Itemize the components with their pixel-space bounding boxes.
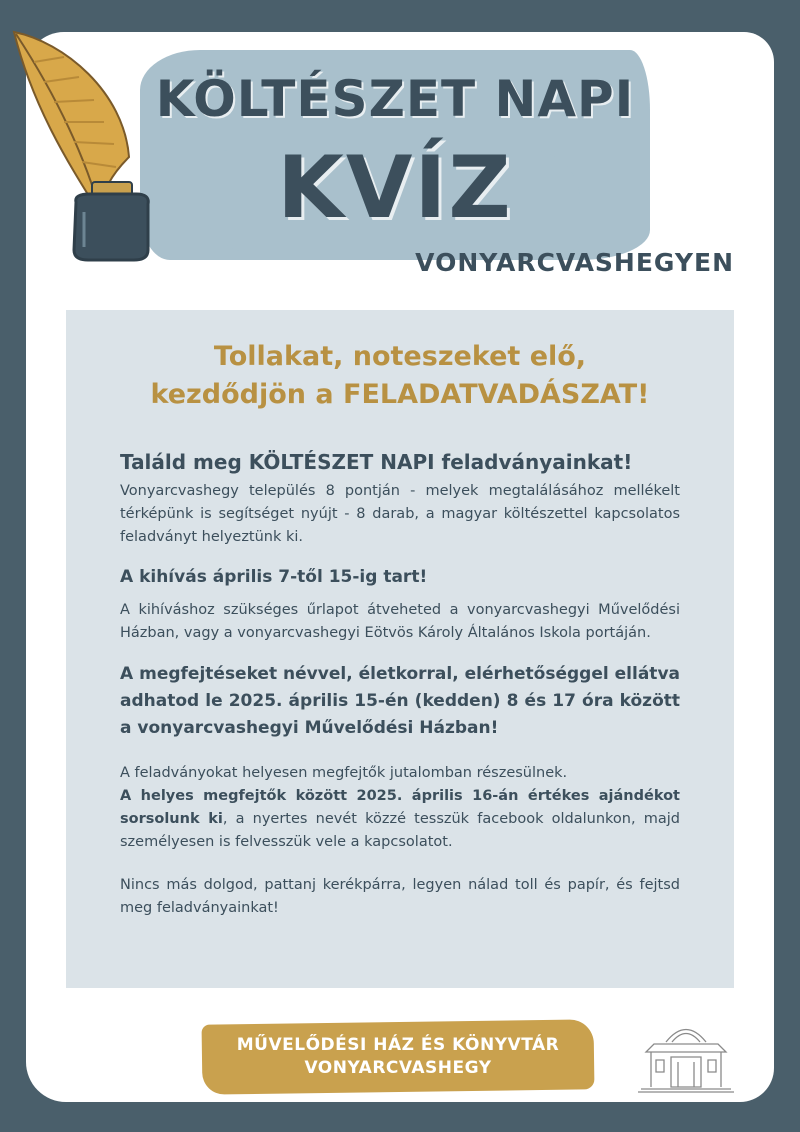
poster-title-line1: KÖLTÉSZET NAPI: [155, 70, 635, 128]
intro-line2: kezdődjön a FELADATVADÁSZAT!: [150, 379, 650, 410]
paragraph-closing: Nincs más dolgod, pattanj kerékpárra, legyen nálad toll és papír, és fejtsd meg feladványainkat!: [120, 877, 680, 916]
building-icon: [636, 1012, 736, 1097]
footer-line2: VONYARCVASHEGY: [304, 1058, 492, 1078]
paragraph-prizes: [120, 762, 680, 854]
prizes-line1: A feladványokat helyesen megfejtők jutalomban részesülnek.: [120, 765, 568, 781]
intro-line1: Tollakat, noteszeket elő,: [213, 341, 587, 372]
quill-inkwell-icon: [4, 22, 154, 262]
challenge-dates: A kihívás április 7-től 15-ig tart!: [120, 567, 428, 587]
info-content: [120, 450, 680, 920]
intro-headline: [66, 338, 734, 414]
paragraph-locations: Vonyarcvashegy település 8 pontján - melyek megtalálásához mellékelt térképünk is segítséget nyújt - 8 darab, a magyar költészettel kapcsolatos feladványt helyeztünk ki.: [120, 483, 680, 545]
place-name: VONYARCVASHEGYEN: [415, 248, 734, 277]
section-heading: Találd meg KÖLTÉSZET NAPI feladványainkat!: [120, 450, 633, 474]
paragraph-form-pickup: A kihíváshoz szükséges űrlapot átveheted a vonyarcvashegyi Művelődési Házban, vagy a vonyarcvashegyi Eötvös Károly Általános Iskola portáján.: [120, 602, 680, 641]
footer-line1: MŰVELŐDÉSI HÁZ ÉS KÖNYVTÁR: [236, 1035, 560, 1055]
paragraph-submission: A megfejtéseket névvel, életkorral, elérhetőséggel ellátva adhatod le 2025. április 15-én (kedden) 8 és 17 óra között a vonyarcvashegyi Művelődési Házban!: [120, 664, 680, 738]
prizes-draw: A helyes megfejtők között 2025. április 16-án értékes ajándékot sorsolunk ki: [120, 788, 680, 827]
poster-title-line2: KVÍZ: [277, 138, 513, 238]
prizes-rest: , a nyertes nevét közzé tesszük facebook oldalunkon, majd személyesen is felvesszük vele a kapcsolatot.: [120, 811, 680, 850]
footer-banner-text: [202, 1034, 594, 1080]
